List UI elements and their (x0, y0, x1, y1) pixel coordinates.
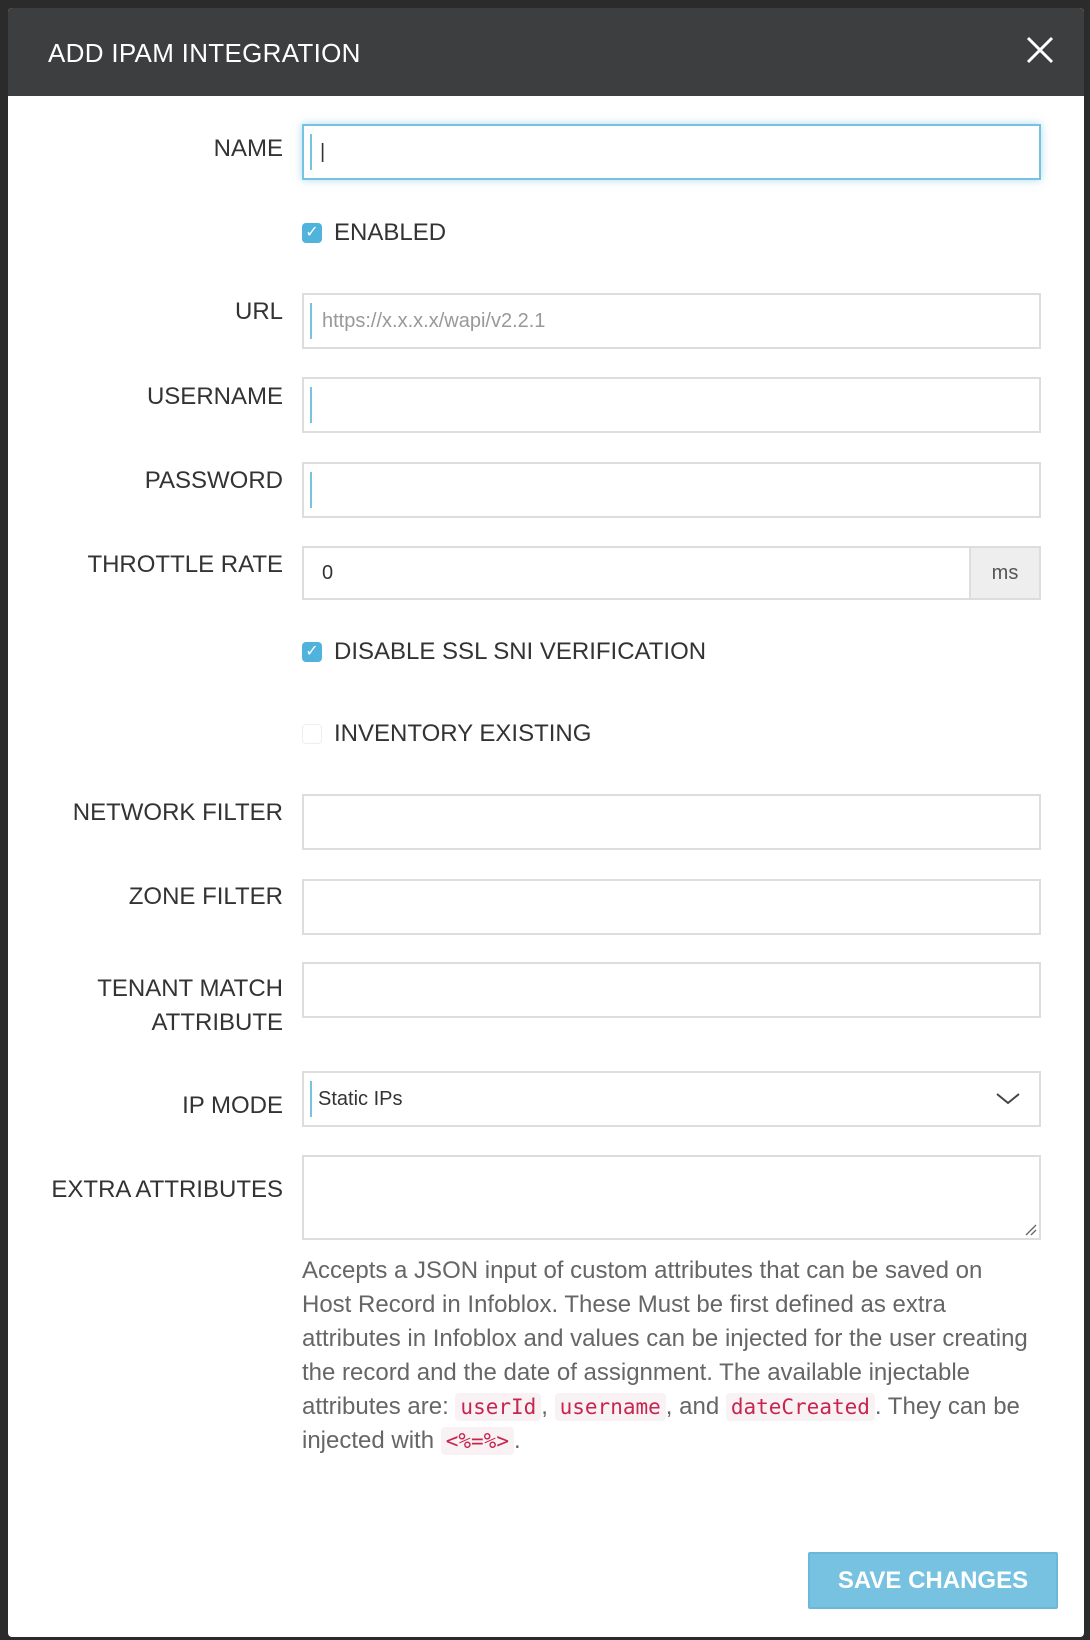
name-label: NAME (213, 135, 283, 162)
add-ipam-modal (8, 8, 1084, 1637)
ip-mode-value: Static IPs (318, 1088, 403, 1110)
resize-handle-icon[interactable] (1023, 1222, 1037, 1236)
throttle-label: THROTTLE RATE (87, 551, 283, 578)
extra-attributes-textarea[interactable] (302, 1155, 1041, 1240)
disable-ssl-label: DISABLE SSL SNI VERIFICATION (334, 638, 707, 665)
zone-filter-input[interactable] (302, 879, 1041, 935)
throttle-input[interactable] (302, 546, 1041, 600)
code-userid: userId (455, 1393, 541, 1421)
password-label: PASSWORD (144, 467, 283, 494)
ip-mode-label: IP MODE (182, 1092, 283, 1119)
network-filter-input[interactable] (302, 794, 1041, 850)
url-placeholder: https://x.x.x.x/wapi/v2.2.1 (322, 310, 546, 332)
extra-attributes-help: Accepts a JSON input of custom attributes that can be saved on Host Record in Infoblox. These Must be first defined as extra attributes in Infoblox and values can be injected for the user creating the record and the date of assignment. The available injectable attributes are: userId , username , and dateCreated . They can be injected with <%=%> . (302, 1257, 1028, 1454)
checkbox-checked-icon: ✓ (302, 223, 322, 243)
network-filter-label: NETWORK FILTER (72, 799, 283, 826)
url-label: URL (234, 298, 283, 325)
modal-title: ADD IPAM INTEGRATION (48, 38, 361, 68)
password-input[interactable] (302, 462, 1041, 518)
inventory-label: INVENTORY EXISTING (334, 720, 592, 747)
disable-ssl-checkbox[interactable] (302, 638, 706, 666)
name-input[interactable]: | (302, 124, 1041, 180)
close-icon[interactable] (1020, 30, 1060, 70)
checkbox-unchecked-icon (302, 724, 322, 744)
code-datecreated: dateCreated (726, 1393, 875, 1421)
enabled-checkbox[interactable] (302, 219, 446, 247)
modal-header (8, 8, 1084, 96)
zone-filter-label: ZONE FILTER (128, 883, 283, 910)
code-template: <%=%> (441, 1427, 514, 1455)
throttle-value: 0 (322, 562, 334, 584)
chevron-down-icon (995, 1091, 1021, 1107)
tenant-label-2: ATTRIBUTE (151, 1009, 283, 1036)
checkbox-checked-icon: ✓ (302, 642, 322, 662)
inventory-existing-checkbox[interactable] (302, 720, 591, 748)
extra-attributes-label: EXTRA ATTRIBUTES (51, 1176, 283, 1203)
save-changes-button[interactable]: SAVE CHANGES (808, 1552, 1058, 1609)
username-label: USERNAME (146, 383, 283, 410)
tenant-match-input[interactable] (302, 962, 1041, 1018)
tenant-label-1: TENANT MATCH (97, 975, 283, 1002)
code-username: username (555, 1393, 666, 1421)
url-input[interactable] (302, 293, 1041, 349)
username-input[interactable] (302, 377, 1041, 433)
throttle-unit: ms (969, 548, 1039, 598)
ip-mode-select[interactable] (302, 1071, 1041, 1127)
enabled-label: ENABLED (334, 219, 447, 246)
